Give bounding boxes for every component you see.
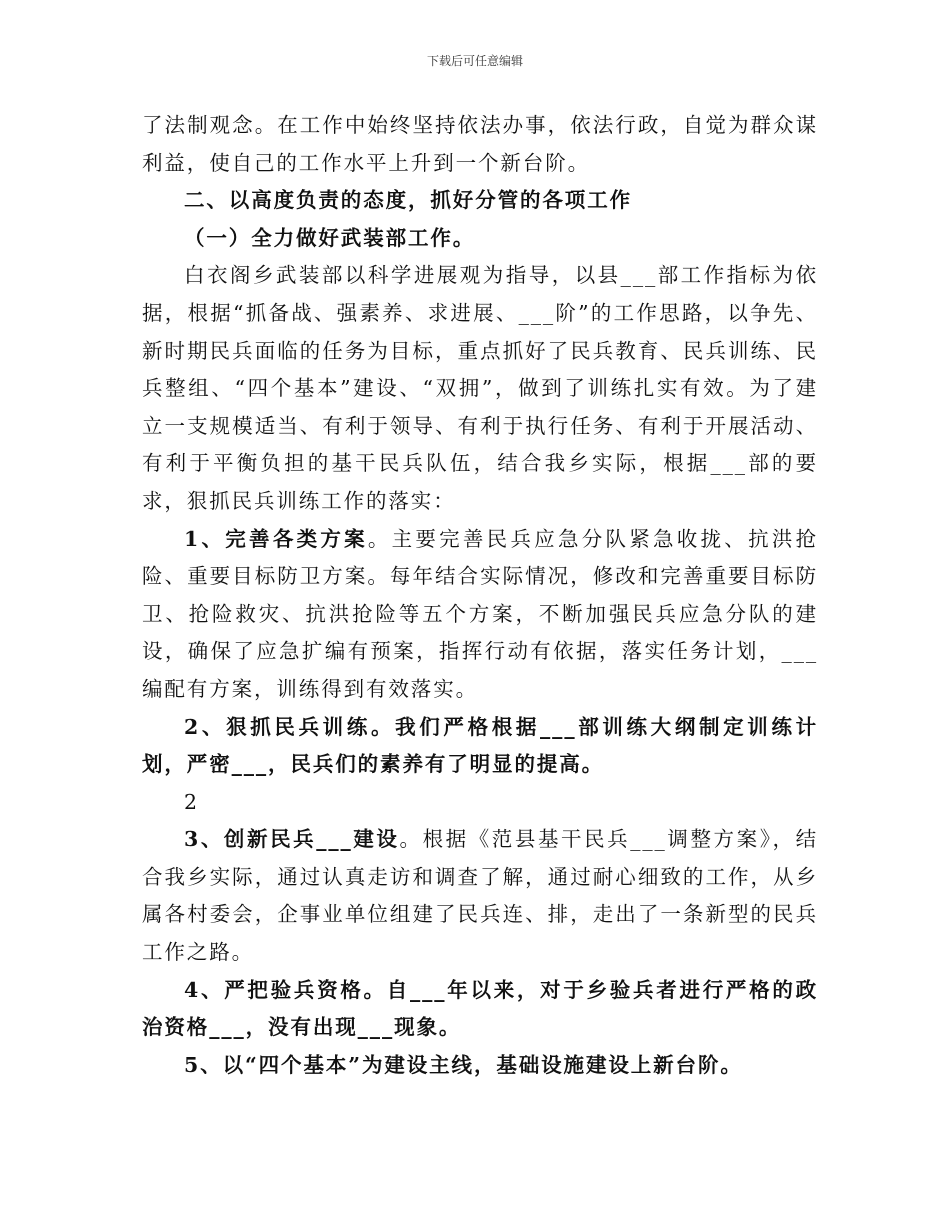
list-item-2: 2、狠抓民兵训练。我们严格根据___部训练大纲制定训练计划，严密___，民兵们的素养有了明显的提高。 [142,714,818,777]
list-item-5: 5、以“四个基本”为建设主线，基础设施建设上新台阶。 [184,1052,743,1077]
section-heading-2: 二、以高度负责的态度，抓好分管的各项工作 [184,188,632,213]
list-item-3 [142,821,818,971]
document-body [142,107,818,1084]
page-header-note: 下载后可任意编辑 [426,54,523,68]
list-item-1-body: 。主要完善民兵应急分队紧急收拢、抗洪抢险、重要目标防卫方案。每年结合实际情况，修改和完善重要目标防卫、抢险救灾、抗洪抢险等五个方案，不断加强民兵应急分队的建设，确保了应急扩编有预案，指挥行动有依据，落实任务计划，___编配有方案，训练得到有效落实。 [142,526,818,701]
list-item-1-title: 1、完善各类方案 [184,526,368,551]
paragraph-legal-concept: 了法制观念。在工作中始终坚持依法办事，依法行政，自觉为群众谋利益，使自己的工作水平上升到一个新台阶。 [142,113,818,175]
subsection-heading-1: （一）全力做好武装部工作。 [184,225,476,250]
paragraph-armed-forces-dept: 白衣阁乡武装部以科学进展观为指导，以县___部工作指标为依据，根据“抓备战、强素养、求进展、___阶”的工作思路，以争先、新时期民兵面临的任务为目标，重点抓好了民兵教育、民兵训练、民兵整组、“四个基本”建设、“双拥”，做到了训练扎实有效。为了建立一支规模适当、有利于领导、有利于执行任务、有利于开展活动、有利于平衡负担的基干民兵队伍，结合我乡实际，根据___部的要求，狠抓民兵训练工作的落实： [142,263,818,513]
list-item-3-body: 。根据《范县基干民兵___调整方案》，结合我乡实际，通过认真走访和调查了解，通过耐心细致的工作，从乡属各村委会，企事业单位组建了民兵连、排，走出了一条新型的民兵工作之路。 [142,827,818,965]
list-item-1 [142,521,818,709]
page-number: 2 [184,789,199,814]
list-item-4: 4、严把验兵资格。自___年以来，对于乡验兵者进行严格的政治资格___，没有出现___现象。 [142,977,818,1040]
list-item-3-title: 3、创新民兵___建设 [184,827,400,852]
